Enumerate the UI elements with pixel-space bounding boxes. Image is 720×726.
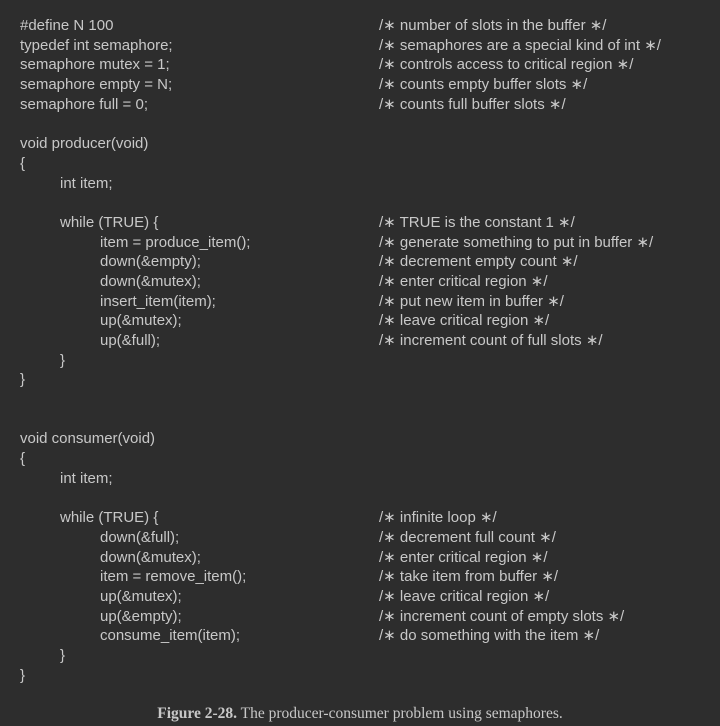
code-line <box>0 174 720 194</box>
code-comment: /∗ enter critical region ∗/ <box>379 548 548 566</box>
code-line <box>0 55 720 75</box>
code-line <box>0 193 720 213</box>
code-line <box>0 548 720 568</box>
code-line <box>0 134 720 154</box>
code-line <box>0 154 720 174</box>
code-line <box>0 272 720 292</box>
code-statement: down(&mutex); <box>100 272 201 290</box>
code-statement: #define N 100 <box>20 17 114 34</box>
code-comment: /∗ TRUE is the constant 1 ∗/ <box>379 213 575 231</box>
code-statement: consume_item(item); <box>100 627 241 645</box>
code-comment: /∗ leave critical region ∗/ <box>379 312 550 330</box>
code-statement: } <box>60 351 66 369</box>
code-statement: { <box>20 154 26 172</box>
code-line <box>0 311 720 331</box>
code-comment: /∗ put new item in buffer ∗/ <box>379 292 564 310</box>
code-line <box>0 331 720 351</box>
code-line <box>0 252 720 272</box>
code-listing <box>0 16 720 685</box>
code-statement: while (TRUE) { <box>60 509 159 527</box>
code-statement: down(&full); <box>100 528 180 546</box>
code-line <box>0 626 720 646</box>
code-comment: /∗ increment count of empty slots ∗/ <box>379 607 625 625</box>
code-line <box>0 114 720 134</box>
code-statement: void producer(void) <box>20 135 149 153</box>
code-statement: insert_item(item); <box>100 292 216 310</box>
code-line <box>0 449 720 469</box>
code-statement: int item; <box>60 469 113 487</box>
code-statement: up(&empty); <box>100 607 182 625</box>
code-line <box>0 292 720 312</box>
code-line <box>0 646 720 666</box>
code-statement: } <box>20 666 26 684</box>
code-comment: /∗ counts full buffer slots ∗/ <box>379 95 566 113</box>
code-statement: item = produce_item(); <box>100 233 251 251</box>
code-statement: } <box>60 647 66 664</box>
code-line <box>0 429 720 449</box>
code-statement: semaphore empty = N; <box>20 76 173 94</box>
code-comment: /∗ enter critical region ∗/ <box>379 272 548 290</box>
code-statement: typedef int semaphore; <box>20 36 173 54</box>
code-line <box>0 587 720 607</box>
code-comment: /∗ controls access to critical region ∗/ <box>379 56 634 74</box>
code-line <box>0 508 720 528</box>
code-statement: while (TRUE) { <box>60 213 159 231</box>
code-comment: /∗ counts empty buffer slots ∗/ <box>379 76 588 94</box>
code-line <box>0 469 720 489</box>
code-comment: /∗ leave critical region ∗/ <box>379 587 550 605</box>
code-statement: up(&full); <box>100 332 161 349</box>
code-line <box>0 528 720 548</box>
code-line <box>0 95 720 115</box>
code-statement: down(&empty); <box>100 253 201 271</box>
code-statement: int item; <box>60 174 113 192</box>
code-line <box>0 607 720 627</box>
code-statement: } <box>20 371 26 389</box>
code-comment: /∗ semaphores are a special kind of int ∗/ <box>379 36 661 54</box>
code-comment: /∗ decrement full count ∗/ <box>379 528 556 546</box>
code-line <box>0 567 720 587</box>
code-statement: { <box>20 450 26 468</box>
code-comment: /∗ number of slots in the buffer ∗/ <box>379 17 607 34</box>
code-line <box>0 390 720 410</box>
code-line <box>0 666 720 686</box>
code-line <box>0 36 720 56</box>
figure-label: Figure 2-28. <box>157 705 238 722</box>
code-line <box>0 370 720 390</box>
code-statement: up(&mutex); <box>100 312 182 330</box>
code-line <box>0 351 720 371</box>
code-line <box>0 233 720 253</box>
code-comment: /∗ decrement empty count ∗/ <box>379 253 578 271</box>
code-comment: /∗ take item from buffer ∗/ <box>379 568 559 586</box>
figure-caption-text: The producer-consumer problem using semaphores. <box>240 705 563 722</box>
code-line <box>0 75 720 95</box>
code-statement: void consumer(void) <box>20 430 156 448</box>
figure-caption <box>0 705 720 723</box>
code-comment: /∗ do something with the item ∗/ <box>379 627 600 645</box>
code-line <box>0 489 720 509</box>
code-comment: /∗ generate something to put in buffer ∗/ <box>379 233 654 251</box>
code-comment: /∗ increment count of full slots ∗/ <box>379 332 603 349</box>
code-statement: semaphore mutex = 1; <box>20 56 170 74</box>
code-line <box>0 16 720 36</box>
code-statement: item = remove_item(); <box>100 568 247 586</box>
code-statement: semaphore full = 0; <box>20 95 148 113</box>
code-comment: /∗ infinite loop ∗/ <box>379 509 497 527</box>
code-line <box>0 410 720 430</box>
code-line <box>0 213 720 233</box>
code-statement: down(&mutex); <box>100 548 201 566</box>
code-statement: up(&mutex); <box>100 587 182 605</box>
